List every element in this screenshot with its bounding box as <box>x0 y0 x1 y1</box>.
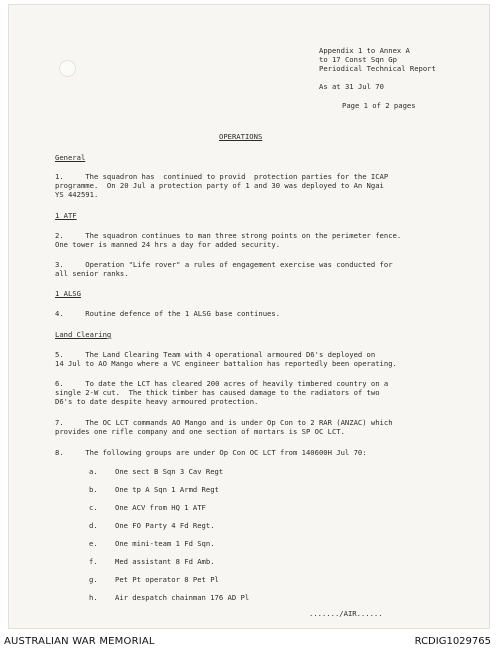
punch-hole <box>59 60 76 77</box>
para-1-line-1: 1. The squadron has continued to provid protection parties for the ICAP <box>55 172 389 181</box>
group-item: Med assistant 8 Fd Amb. <box>115 557 215 566</box>
para-7-line-1: 7. The OC LCT commands AO Mango and is under Op Con to 2 RAR (ANZAC) which <box>55 418 393 427</box>
footer-id: RCDIG1029765 <box>414 636 491 647</box>
para-4-line-1: 4. Routine defence of the 1 ALSG base continues. <box>55 309 281 318</box>
group-letter: g. <box>89 575 98 584</box>
archive-footer <box>0 632 496 653</box>
group-item: One sect B Sqn 3 Cav Regt <box>115 467 224 476</box>
continuation-marker: ......./AIR...... <box>309 609 383 618</box>
para-2-line-2: One tower is manned 24 hrs a day for added security. <box>55 240 281 249</box>
para-1-line-2: programme. On 20 Jul a protection party of 1 and 30 was deployed to An Ngai <box>55 181 384 190</box>
document-page <box>8 4 490 629</box>
group-letter: h. <box>89 593 98 602</box>
group-letter: c. <box>89 503 98 512</box>
para-7-line-2: provides one rifle company and one section of mortars is SP OC LCT. <box>55 427 345 436</box>
para-6-line-1: 6. To date the LCT has cleared 200 acres of heavily timbered country on a <box>55 379 389 388</box>
group-letter: a. <box>89 467 98 476</box>
footer-source: AUSTRALIAN WAR MEMORIAL <box>4 636 155 647</box>
as-at-date: As at 31 Jul 70 <box>319 82 384 91</box>
group-item: Air despatch chainman 176 AD Pl <box>115 593 250 602</box>
group-item: One ACV from HQ 1 ATF <box>115 503 206 512</box>
para-5-line-2: 14 Jul to AO Mango where a VC engineer battalion has reportedly been operating. <box>55 359 397 368</box>
page-count: Page 1 of 2 pages <box>342 101 416 110</box>
group-item: One mini-team 1 Fd Sqn. <box>115 539 215 548</box>
group-letter: e. <box>89 539 98 548</box>
para-6-line-2: single 2-W cut. The thick timber has caused damage to the radiators of two <box>55 388 380 397</box>
group-letter: b. <box>89 485 98 494</box>
section-heading-land-clearing: Land Clearing <box>55 330 112 339</box>
para-8-line-1: 8. The following groups are under Op Con OC LCT from 140600H Jul 70: <box>55 448 367 457</box>
section-heading-atf: 1 ATF <box>55 211 77 220</box>
para-2-line-1: 2. The squadron continues to man three strong points on the perimeter fence. <box>55 231 402 240</box>
group-letter: d. <box>89 521 98 530</box>
header-line-1: Appendix 1 to Annex A <box>319 46 410 55</box>
para-3-line-1: 3. Operation "Life rover" a rules of engagement exercise was conducted for <box>55 260 393 269</box>
section-heading-alsg: 1 ALSG <box>55 289 81 298</box>
header-line-2: to 17 Const Sqn Gp <box>319 55 397 64</box>
para-3-line-2: all senior ranks. <box>55 269 129 278</box>
group-letter: f. <box>89 557 98 566</box>
group-item: One FO Party 4 Fd Regt. <box>115 521 215 530</box>
section-heading-general: General <box>55 153 86 162</box>
para-1-line-3: YS 442591. <box>55 190 99 199</box>
header-line-3: Periodical Technical Report <box>319 64 436 73</box>
para-5-line-1: 5. The Land Clearing Team with 4 operational armoured D6's deployed on <box>55 350 376 359</box>
para-6-line-3: D6's to date despite heavy armoured protection. <box>55 397 259 406</box>
page-title: OPERATIONS <box>219 132 263 141</box>
group-item: One tp A Sqn 1 Armd Regt <box>115 485 219 494</box>
group-item: Pet Pt operator 8 Pet Pl <box>115 575 219 584</box>
